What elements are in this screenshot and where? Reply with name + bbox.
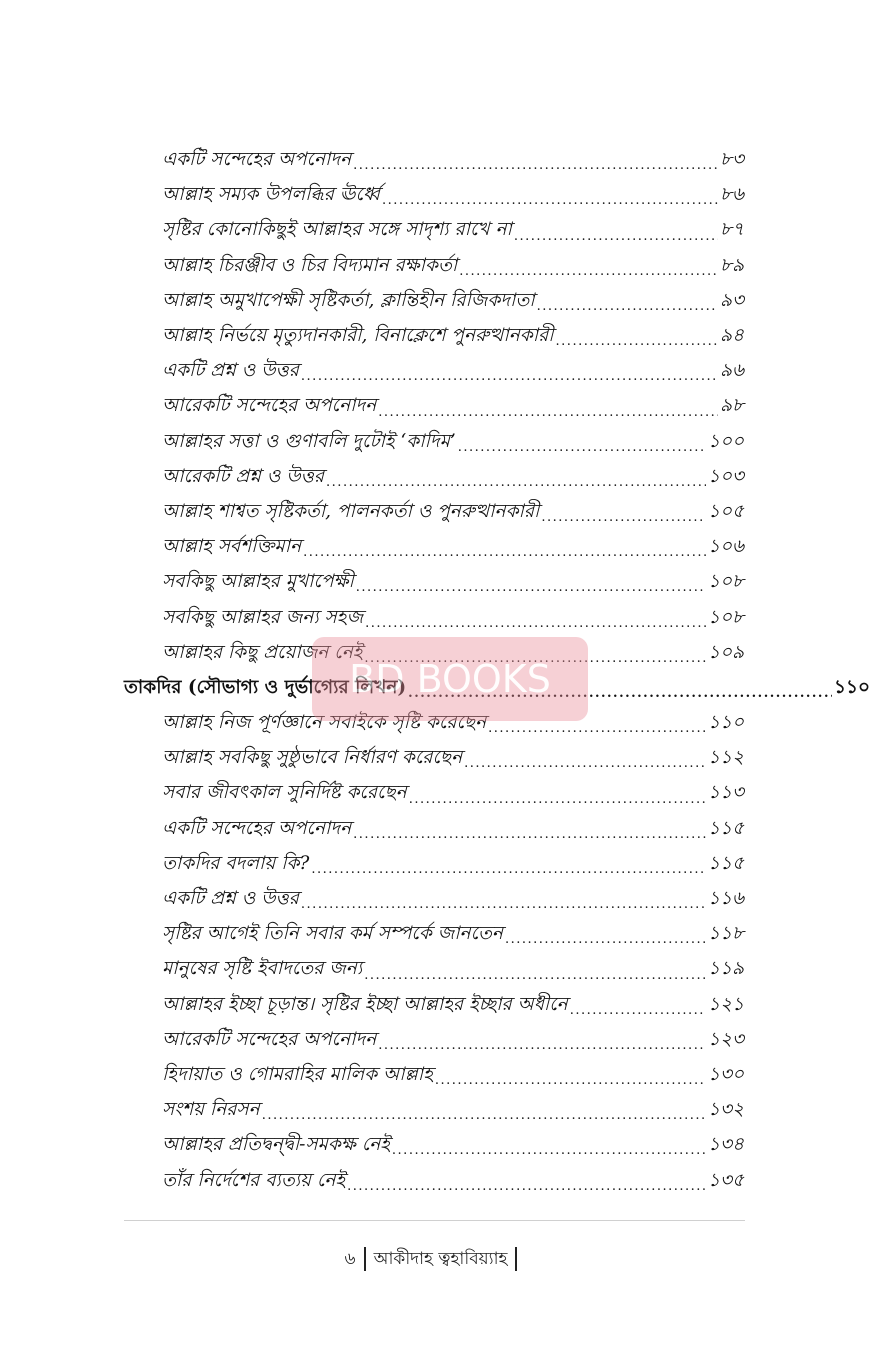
footer-separator	[364, 1247, 366, 1271]
toc-dot-leader	[347, 1182, 706, 1199]
toc-page-number: ৯৮	[719, 395, 744, 417]
toc-entry-title: আল্লাহ সবকিছু সুষ্ঠুভাবে নির্ধারণ করেছেন	[162, 747, 463, 769]
toc-entry-title: আল্লাহ নির্ভয়ে মৃত্যুদানকারী, বিনাক্লেশে পুনরুত্থানকারী	[162, 325, 554, 347]
toc-page-number: ৮৬	[719, 184, 744, 206]
toc-page-number: ১১৬	[707, 888, 744, 910]
toc-entry-title: আল্লাহর সত্তা ও গুণাবলি দুটোই ‘কাদিম’	[162, 430, 456, 452]
toc-dot-leader	[301, 372, 718, 389]
toc-page-number: ১০৩	[707, 465, 744, 487]
toc-entry-title: মানুষের সৃষ্টি ইবাদতের জন্য	[162, 958, 363, 980]
footer-page-number: ৬	[344, 1249, 356, 1269]
toc-entry-title: আল্লাহর ইচ্ছা চূড়ান্ত। সৃষ্টির ইচ্ছা আল্লাহর ইচ্ছার অধীনে	[162, 993, 568, 1015]
toc-entry-row[interactable]	[0, 706, 744, 741]
toc-dot-leader	[435, 1076, 706, 1093]
toc-dot-leader	[311, 865, 706, 882]
toc-entry-row[interactable]	[0, 565, 744, 600]
toc-page-number: ১১৫	[707, 852, 744, 874]
toc-entry-title: সবার জীবৎকাল সুনির্দিষ্ট করেছেন	[162, 782, 407, 804]
toc-entry-title: সৃষ্টির কোনোকিছুই আল্লাহর সঙ্গে সাদৃশ্য রাখে না	[162, 219, 512, 241]
toc-page-number: ১৩০	[707, 1063, 744, 1085]
toc-entries	[0, 143, 870, 1199]
toc-page-number: ১১০	[833, 676, 870, 698]
toc-page-number: ১১০	[707, 712, 744, 734]
toc-dot-leader	[326, 478, 706, 495]
toc-entry-row[interactable]	[0, 917, 744, 952]
toc-entry-title: সৃষ্টির আগেই তিনি সবার কর্ম সম্পর্কে জানতেন	[162, 923, 503, 945]
toc-dot-leader	[408, 689, 832, 706]
toc-page-number: ৯৪	[719, 325, 744, 347]
toc-dot-leader	[505, 935, 706, 952]
toc-chapter-row[interactable]	[0, 671, 870, 706]
toc-entry-row[interactable]	[0, 319, 744, 354]
toc-entry-title: তাকদির বদলায় কি?	[162, 852, 310, 874]
toc-dot-leader	[262, 1111, 706, 1128]
toc-entry-row[interactable]	[0, 1093, 744, 1128]
toc-entry-title: আল্লাহ সর্বশক্তিমান	[162, 536, 302, 558]
toc-page-number: ১২৩	[707, 1028, 744, 1050]
toc-dot-leader	[365, 619, 706, 636]
toc-entry-title: সবকিছু আল্লাহর মুখাপেক্ষী	[162, 571, 354, 593]
toc-entry-row[interactable]	[0, 530, 744, 565]
toc-entry-title: আল্লাহ নিজ পূর্ণজ্ঞানে সবাইকে সৃষ্টি করেছেন	[162, 712, 487, 734]
toc-entry-title: একটি প্রশ্ন ও উত্তর	[162, 888, 299, 910]
toc-entry-row[interactable]	[0, 1023, 744, 1058]
toc-entry-row[interactable]	[0, 425, 744, 460]
toc-entry-row[interactable]	[0, 741, 744, 776]
toc-entry-row[interactable]	[0, 776, 744, 811]
toc-dot-leader	[514, 232, 718, 249]
toc-entry-row[interactable]	[0, 1058, 744, 1093]
toc-entry-title: আরেকটি প্রশ্ন ও উত্তর	[162, 465, 325, 487]
toc-entry-title: হিদায়াত ও গোমরাহির মালিক আল্লাহ	[162, 1063, 433, 1085]
toc-page-number: ৮৩	[719, 149, 744, 171]
toc-dot-leader	[541, 513, 706, 530]
toc-page-number: ১০০	[707, 430, 744, 452]
toc-page-number: ১০৯	[707, 641, 744, 663]
toc-entry-row[interactable]	[0, 495, 744, 530]
toc-dot-leader	[409, 795, 706, 812]
toc-page-number: ৮৯	[719, 254, 744, 276]
toc-page-number: ১১৮	[707, 923, 744, 945]
toc-page-number: ৯৬	[719, 360, 744, 382]
toc-dot-leader	[378, 408, 718, 425]
toc-dot-leader	[382, 196, 718, 213]
toc-dot-leader	[301, 900, 706, 917]
toc-dot-leader	[570, 1006, 706, 1023]
toc-entry-row[interactable]	[0, 178, 744, 213]
toc-entry-row[interactable]	[0, 812, 744, 847]
toc-page-number: ১১৫	[707, 817, 744, 839]
toc-entry-title: আল্লাহ সম্যক উপলব্ধির ঊর্ধ্বে	[162, 184, 380, 206]
toc-page-number: ১১২	[707, 747, 744, 769]
toc-entry-row[interactable]	[0, 952, 744, 987]
toc-dot-leader	[537, 302, 718, 319]
footer-book-title: আকীদাহ ত্বহাবিয়্যাহ	[373, 1249, 508, 1269]
toc-page-number: ১০৮	[707, 571, 744, 593]
toc-entry-title: তাকদির (সৌভাগ্য ও দুর্ভাগ্যের লিখন)	[124, 676, 407, 698]
toc-entry-row[interactable]	[0, 249, 744, 284]
toc-entry-title: আল্লাহ শাশ্বত সৃষ্টিকর্তা, পালনকর্তা ও পুনরুত্থানকারী	[162, 500, 540, 522]
toc-page-number: ১৩৫	[707, 1169, 744, 1191]
toc-entry-title: সংশয় নিরসন	[162, 1099, 260, 1121]
toc-entry-title: তাঁর নির্দেশের ব্যত্যয় নেই	[162, 1169, 346, 1191]
toc-page-number: ১৩২	[707, 1099, 744, 1121]
toc-entry-row[interactable]	[0, 143, 744, 178]
toc-entry-title: আরেকটি সন্দেহের অপনোদন	[162, 1028, 377, 1050]
toc-entry-row[interactable]	[0, 389, 744, 424]
toc-entry-row[interactable]	[0, 213, 744, 248]
toc-dot-leader	[459, 267, 718, 284]
toc-entry-row[interactable]	[0, 636, 744, 671]
toc-dot-leader	[378, 1041, 706, 1058]
toc-dot-leader	[392, 1146, 706, 1163]
toc-entry-title: আল্লাহ অমুখাপেক্ষী সৃষ্টিকর্তা, ক্লান্তিহীন রিজিকদাতা	[162, 289, 535, 311]
toc-dot-leader	[356, 583, 706, 600]
toc-page-number: ৮৭	[719, 219, 744, 241]
toc-page-number: ১১৯	[707, 958, 744, 980]
toc-dot-leader	[488, 724, 706, 741]
toc-dot-leader	[353, 161, 718, 178]
toc-dot-leader	[556, 337, 718, 354]
toc-page-number: ১২১	[707, 993, 744, 1015]
toc-entry-row[interactable]	[0, 600, 744, 635]
toc-entry-row[interactable]	[0, 1128, 744, 1163]
toc-entry-title: একটি সন্দেহের অপনোদন	[162, 817, 352, 839]
toc-entry-row[interactable]	[0, 847, 744, 882]
toc-entry-title: আল্লাহর প্রতিদ্বন্দ্বী-সমকক্ষ নেই	[162, 1134, 390, 1156]
table-of-contents	[0, 143, 870, 1199]
toc-entry-title: আল্লাহর কিছু প্রয়োজন নেই	[162, 641, 363, 663]
toc-page-number: ১১৩	[707, 782, 744, 804]
toc-entry-row[interactable]	[0, 988, 744, 1023]
toc-entry-row[interactable]	[0, 460, 744, 495]
footer-separator-end	[515, 1247, 517, 1271]
toc-page-number: ১০৬	[707, 536, 744, 558]
toc-entry-title: আরেকটি সন্দেহের অপনোদন	[162, 395, 377, 417]
toc-dot-leader	[458, 443, 706, 460]
toc-entry-title: একটি প্রশ্ন ও উত্তর	[162, 360, 299, 382]
toc-entry-row[interactable]	[0, 882, 744, 917]
toc-dot-leader	[364, 654, 706, 671]
toc-entry-row[interactable]	[0, 354, 744, 389]
toc-entry-title: একটি সন্দেহের অপনোদন	[162, 149, 352, 171]
toc-page-number: ৯৩	[719, 289, 744, 311]
toc-entry-title: আল্লাহ চিরঞ্জীব ও চির বিদ্যমান রক্ষাকর্তা	[162, 254, 458, 276]
toc-dot-leader	[353, 830, 706, 847]
page-footer	[0, 1246, 870, 1274]
footer-divider	[124, 1220, 745, 1221]
watermark-text: BD BOOKS	[349, 657, 551, 701]
toc-dot-leader	[303, 548, 706, 565]
toc-entry-row[interactable]	[0, 1163, 744, 1198]
toc-dot-leader	[464, 759, 706, 776]
toc-page-number: ১০৮	[707, 606, 744, 628]
toc-dot-leader	[364, 971, 706, 988]
toc-entry-title: সবকিছু আল্লাহর জন্য সহজ	[162, 606, 364, 628]
toc-page-number: ১৩৪	[707, 1134, 744, 1156]
toc-entry-row[interactable]	[0, 284, 744, 319]
toc-page-number: ১০৫	[707, 500, 744, 522]
